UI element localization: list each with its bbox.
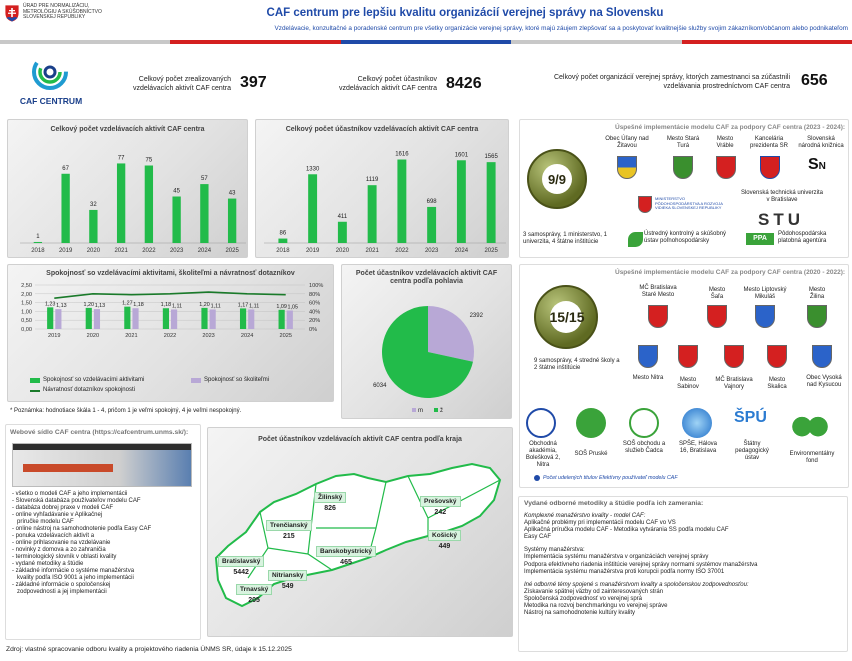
data-label: 698 bbox=[426, 198, 437, 205]
region-name: Prešovský bbox=[420, 496, 461, 507]
method-item: Easy CAF bbox=[524, 534, 552, 541]
slovakia-map bbox=[208, 428, 514, 638]
env-fund-logo-icon bbox=[790, 411, 830, 437]
participants-chart-title: Celkový počet účastníkov vzdelávacích aktivít CAF centra bbox=[285, 126, 479, 133]
tick-label: 2020 bbox=[335, 248, 350, 254]
data-label: 1,11 bbox=[210, 303, 221, 310]
web-item: - všetko o modeli CAF a jeho implementácii bbox=[12, 491, 128, 497]
web-screenshot-banner bbox=[23, 464, 113, 472]
region-map-title: Počet účastníkov vzdelávacích aktivít CAF centra podľa kraja bbox=[258, 436, 462, 443]
web-item: príručke modelu CAF bbox=[12, 519, 74, 525]
tick-label: 2024 bbox=[240, 333, 254, 339]
bar bbox=[89, 210, 97, 243]
stat-participants-value: 8426 bbox=[446, 75, 482, 92]
gender-chart-title: Počet účastníkov vzdelávacích aktivít CAF centra podľa pohlavia bbox=[355, 270, 498, 285]
ministry-logo bbox=[638, 196, 728, 218]
bar bbox=[228, 199, 236, 243]
tick-label: 2025 bbox=[484, 248, 498, 254]
bar-trainers bbox=[132, 308, 138, 329]
y-tick-label: 2,00 bbox=[21, 291, 32, 298]
methods-list bbox=[524, 513, 844, 617]
tick-label: 2024 bbox=[197, 248, 212, 254]
nitra-coat-icon bbox=[638, 345, 658, 368]
org-spu-label: Štátny pedagogický ústav bbox=[735, 441, 769, 461]
region-label bbox=[236, 584, 272, 604]
bar bbox=[457, 160, 466, 243]
data-label: 1,05 bbox=[287, 304, 299, 311]
web-item: zodpovednosti a jej implementácii bbox=[12, 589, 107, 595]
region-value: 826 bbox=[324, 505, 336, 512]
bar bbox=[172, 197, 180, 244]
org-uksup-label: Ústredný kontrolný a skúšobný ústav poľnohospodársky bbox=[644, 231, 727, 244]
org-nitra-label: Mesto Nitra bbox=[632, 375, 664, 381]
data-label: 77 bbox=[117, 155, 125, 162]
region-label bbox=[314, 492, 346, 512]
org-stu-label: Slovenská technická univerzita v Bratislave bbox=[740, 190, 824, 203]
impl-2020-ratio: 15/15 bbox=[549, 309, 585, 325]
impl-2023-ratio: 9/9 bbox=[547, 172, 567, 187]
bar-activities bbox=[279, 310, 285, 329]
y-tick-label: 0,00 bbox=[21, 327, 32, 333]
impl-2020-panel bbox=[519, 264, 849, 488]
region-name: Trenčianský bbox=[266, 520, 312, 531]
satisfaction-note: * Poznámka: hodnotiace škála 1 - 4, pričom 1 je veľmi spokojný, 4 je veľmi nespokojný. bbox=[10, 408, 242, 414]
data-label: 32 bbox=[90, 201, 97, 208]
data-label: 57 bbox=[201, 176, 208, 183]
data-label: 1119 bbox=[365, 177, 379, 184]
oa-nitra-logo-icon bbox=[526, 408, 556, 438]
web-item: - online vyhľadávanie v Aplikačnej bbox=[12, 512, 103, 518]
ppa-logo: PPA bbox=[746, 233, 774, 245]
bar bbox=[487, 162, 496, 243]
logo-line-2: METROLÓGIU A SKÚŠOBNÍCTVO bbox=[23, 8, 102, 15]
vysoka-coat-icon bbox=[812, 345, 832, 368]
data-label: 1,11 bbox=[249, 303, 260, 310]
return-rate-line bbox=[54, 292, 285, 298]
bar-activities bbox=[163, 308, 169, 329]
web-item: - terminologický slovník v oblasti kvality bbox=[12, 554, 117, 560]
legend-trainers bbox=[191, 377, 269, 384]
data-label: 1,13 bbox=[94, 303, 106, 310]
web-title: Webové sídlo CAF centra (https://cafcentrum.unms.sk/): bbox=[10, 429, 189, 436]
tick-label: 2022 bbox=[395, 248, 409, 254]
bar bbox=[117, 163, 125, 243]
bar bbox=[61, 174, 69, 243]
region-label bbox=[266, 520, 312, 540]
method-item: Aplikačná príručka modelu CAF - Metodika vytvárania SS podľa modelu CAF bbox=[524, 527, 729, 534]
web-item: - základné informácie o systéme manažérstva bbox=[12, 568, 135, 574]
org-ppa-label: Pôdohospodárska platobná agentúra bbox=[778, 231, 827, 244]
tick-label: 2022 bbox=[142, 248, 156, 254]
method-item: Aplikačné problémy pri implementácii modelu CAF vo VS bbox=[524, 520, 676, 527]
data-label: 43 bbox=[228, 190, 236, 197]
org-stara-tura-label: Mesto Stará Turá bbox=[666, 136, 700, 149]
y2-tick-label: 100% bbox=[309, 283, 324, 289]
data-label: 1 bbox=[36, 233, 40, 240]
impl-2023-title: Úspešné implementácie modelu CAF za podpory CAF centra (2023 - 2024): bbox=[615, 124, 846, 131]
y2-tick-label: 60% bbox=[309, 300, 321, 307]
page-title: CAF centrum pre lepšiu kvalitu organizácií verejnej správy na Slovensku bbox=[266, 7, 664, 19]
ba-stare-mesto-coat-icon bbox=[648, 305, 668, 328]
org-vajnory-label: MČ Bratislava Vajnory bbox=[715, 377, 753, 390]
tick-label: 2019 bbox=[305, 248, 320, 254]
data-label: 45 bbox=[173, 188, 180, 195]
org-ulany-label: Obec Úľany nad Žitavou bbox=[605, 136, 649, 149]
page-subtitle: Vzdelávacie, konzultačné a poradenské centrum pre všetky organizácie verejnej správy, ktoré majú záujem zlepšovať sa a poskytovať kvalitnejšie služby svojim zákazníkom/občanom alebo podnikateľom bbox=[274, 25, 848, 32]
uksup-leaf-icon bbox=[628, 232, 643, 247]
data-label: 1,11 bbox=[172, 303, 183, 310]
org-spse-label: SPŠE, Hálova 16, Bratislava bbox=[678, 441, 718, 454]
sala-coat-icon bbox=[707, 305, 727, 328]
methods-group-title: Komplexné manažérstvo kvality - model CAF: bbox=[524, 513, 646, 519]
legend-swatch bbox=[434, 408, 438, 412]
data-label: 1601 bbox=[454, 152, 469, 159]
methods-panel bbox=[518, 496, 848, 652]
tick-label: 2021 bbox=[365, 248, 379, 254]
bar-trainers bbox=[171, 309, 177, 329]
org-vrable-label: Mesto Vráble bbox=[716, 136, 734, 149]
legend-return bbox=[30, 387, 135, 394]
bar bbox=[368, 185, 377, 243]
sos-pruske-logo-icon bbox=[576, 408, 606, 438]
data-label: 67 bbox=[62, 165, 69, 172]
tick-label: 2019 bbox=[48, 333, 61, 339]
org-skalica-label: Mesto Skalica bbox=[767, 377, 787, 390]
method-item: Implementácia systému manažérstva proti korupcii podľa normy ISO 37001 bbox=[524, 568, 725, 575]
data-label: 75 bbox=[145, 157, 153, 164]
tick-label: 2022 bbox=[163, 333, 177, 339]
bar bbox=[278, 239, 287, 243]
method-item: Nástroj na samohodnotenie kultúry kvality bbox=[524, 610, 636, 617]
bar bbox=[145, 166, 153, 244]
web-item: - online nástroj na samohodnotenie podľa Easy CAF bbox=[12, 526, 152, 532]
vrable-coat-icon bbox=[716, 156, 736, 179]
region-label bbox=[428, 530, 461, 550]
ministry-coat-icon bbox=[638, 196, 652, 213]
region-label bbox=[268, 570, 307, 590]
data-label: 1330 bbox=[305, 166, 320, 173]
tick-label: 2019 bbox=[58, 248, 73, 254]
activities-chart-title: Celkový počet vzdelávacích aktivít CAF centra bbox=[50, 126, 205, 133]
stat-orgs-label: Celkový počet organizácií verejnej správy, ktorých zamestnanci sa zúčastnili vzdelávania prostredníctvom CAF centra bbox=[553, 74, 790, 90]
impl-2023-summary: 3 samosprávy, 1 ministerstvo, 1 univerzita, 4 štátne inštitúcie bbox=[523, 232, 607, 245]
y-tick-label: 0,50 bbox=[21, 318, 32, 325]
stara-tura-coat-icon bbox=[673, 156, 693, 179]
methods-title: Vydané odborné metodiky a štúdie podľa ich zamerania: bbox=[524, 500, 704, 507]
lm-coat-icon bbox=[755, 305, 775, 328]
participants-bar-chart bbox=[256, 120, 510, 259]
region-name: Košický bbox=[428, 530, 461, 541]
region-value: 205 bbox=[248, 597, 260, 604]
spu-logo: ŠPÚ bbox=[734, 409, 767, 426]
methods-group-title: Systémy manažérstva: bbox=[524, 547, 585, 554]
bar bbox=[397, 160, 406, 243]
method-item: Získavanie spätnej väzby od zainteresovaných strán bbox=[524, 588, 664, 595]
tick-label: 2018 bbox=[276, 248, 290, 254]
org-zilina-label: Mesto Žilina bbox=[808, 287, 826, 300]
stu-logo: STU bbox=[758, 210, 804, 229]
bar bbox=[308, 174, 317, 243]
bar-activities bbox=[201, 308, 207, 329]
spse-logo-icon bbox=[682, 408, 712, 438]
data-label: 1565 bbox=[484, 154, 498, 161]
slovak-coat-of-arms-icon bbox=[4, 4, 20, 23]
y-tick-label: 1,00 bbox=[21, 309, 32, 316]
data-label: 1,20 bbox=[199, 301, 210, 308]
region-name: Žilinský bbox=[314, 492, 346, 503]
sos-cadca-logo-icon bbox=[629, 408, 659, 438]
activities-chart-panel bbox=[7, 119, 248, 258]
award-icon bbox=[534, 475, 540, 481]
data-label: 1,18 bbox=[133, 302, 144, 309]
region-value: 215 bbox=[282, 533, 295, 540]
org-president-label: Kancelária prezidenta SR bbox=[749, 136, 789, 149]
methods-group-title: Iné odborné témy spojené s manažérstvom kvality a spoločenskou zodpovednosťou: bbox=[524, 581, 749, 588]
stat-activities-value: 397 bbox=[240, 74, 267, 91]
y2-tick-label: 20% bbox=[309, 318, 321, 325]
impl-2020-footer-label: Počet udelených titulov Efektívny používateľ modelu CAF bbox=[543, 475, 678, 481]
web-list bbox=[12, 491, 198, 596]
participants-chart-panel bbox=[255, 119, 509, 258]
region-value: 549 bbox=[281, 583, 294, 590]
bar-activities bbox=[240, 308, 246, 329]
data-label: 1,09 bbox=[276, 303, 287, 310]
region-name: Nitriansky bbox=[268, 570, 307, 581]
president-coat-icon bbox=[760, 156, 780, 179]
slice-label: 2392 bbox=[469, 312, 483, 319]
header-logo bbox=[4, 4, 114, 28]
web-item: - Slovenská databáza používateľov modelu CAF bbox=[12, 498, 141, 504]
legend-swatch-line bbox=[30, 390, 40, 392]
bar bbox=[338, 222, 347, 243]
data-label: 411 bbox=[337, 213, 348, 220]
logo-line-3: SLOVENSKEJ REPUBLIKY bbox=[23, 14, 86, 21]
org-env-fund-label: Environmentálny fond bbox=[789, 451, 835, 464]
web-item: kvality podľa ISO 9001 a jeho implementácii bbox=[12, 575, 134, 581]
pie-slice bbox=[428, 306, 474, 362]
web-screenshot bbox=[12, 443, 192, 487]
method-item: Metodika na rozvoj benchmarkingu vo verejnej správe bbox=[524, 603, 668, 610]
tick-label: 2023 bbox=[424, 248, 439, 254]
stat-participants-label: Celkový počet účastníkov vzdelávacích aktivít CAF centra bbox=[338, 76, 437, 92]
source-note: Zdroj: vlastné spracovanie odboru kvality a projektového riadenia ÚNMS SR, údaje k 15.12.2025 bbox=[6, 646, 292, 653]
tick-label: 2021 bbox=[125, 333, 138, 339]
org-oa-nitra-label: Obchodná akadémia, Bolešková 2, Nitra bbox=[525, 441, 561, 468]
web-item: - základné informácie o spoločenskej bbox=[12, 582, 111, 588]
org-sala-label: Mesto Šaľa bbox=[708, 287, 726, 300]
tick-label: 2021 bbox=[114, 248, 128, 254]
impl-2020-title: Úspešné implementácie modelu CAF za podpory CAF centra (2020 - 2022): bbox=[615, 269, 846, 276]
web-item: - ponuka vzdelávacích aktivít a bbox=[12, 533, 95, 539]
zilina-coat-icon bbox=[807, 305, 827, 328]
tick-label: 2020 bbox=[86, 333, 100, 339]
vajnory-coat-icon bbox=[724, 345, 744, 368]
method-item: Podpora efektívneho riadenia inštitúcie verejnej správy normami systémov manažérstva bbox=[524, 561, 758, 568]
bar-activities bbox=[124, 307, 130, 329]
bar-activities bbox=[86, 308, 92, 329]
bar-trainers bbox=[210, 309, 216, 329]
region-map-panel bbox=[207, 427, 513, 637]
web-panel bbox=[5, 424, 201, 640]
tick-label: 2024 bbox=[454, 248, 469, 254]
bar-activities bbox=[47, 307, 53, 329]
tick-label: 2018 bbox=[31, 248, 45, 254]
bar-trainers bbox=[248, 309, 254, 329]
legend-swatch-purple bbox=[191, 378, 201, 383]
data-label: 86 bbox=[279, 230, 287, 237]
region-label bbox=[316, 546, 376, 566]
tick-label: 2023 bbox=[169, 248, 184, 254]
tick-label: 2025 bbox=[225, 248, 239, 254]
bar bbox=[34, 242, 42, 243]
data-label: 1,17 bbox=[237, 302, 249, 309]
caf-swirl-icon bbox=[30, 52, 70, 92]
org-sos-cadca-label: SOŠ obchodu a služieb Čadca bbox=[622, 441, 666, 454]
data-label: 1616 bbox=[395, 151, 409, 158]
tick-label: 2023 bbox=[202, 333, 215, 339]
y2-tick-label: 80% bbox=[309, 291, 321, 298]
caf-logo bbox=[18, 52, 84, 110]
y-tick-label: 2,50 bbox=[21, 283, 32, 289]
gender-pie-chart bbox=[342, 265, 513, 420]
web-item: - databáza dobrej praxe v modeli CAF bbox=[12, 505, 114, 511]
bar bbox=[200, 184, 208, 243]
web-item: - online prihlasovanie na vzdelávanie bbox=[12, 540, 111, 546]
ministry-name: MINISTERSTVO PÔDOHOSPODÁRSTVA A ROZVOJA VIDIEKA SLOVENSKEJ REPUBLIKY bbox=[655, 196, 723, 211]
tick-label: 2020 bbox=[86, 248, 101, 254]
method-item: Implementácia systému manažérstva v organizáciách verejnej správy bbox=[524, 554, 709, 561]
region-name: Bratislavský bbox=[218, 556, 264, 567]
region-label bbox=[420, 496, 461, 516]
activities-bar-chart bbox=[8, 120, 249, 259]
region-value: 465 bbox=[340, 559, 352, 566]
web-item: - vydané metodiky a štúdie bbox=[12, 561, 84, 567]
legend-trainers-label: Spokojnosť so školiteľmi bbox=[204, 377, 270, 383]
slice-label: 6034 bbox=[373, 383, 387, 390]
impl-2023-panel bbox=[519, 119, 849, 258]
org-sos-pruske-label: SOŠ Pruské bbox=[574, 451, 608, 457]
bar-trainers bbox=[55, 309, 61, 329]
web-item: - novinky z domova a zo zahraničia bbox=[12, 547, 106, 553]
bar bbox=[427, 207, 436, 243]
data-label: 1,23 bbox=[44, 301, 56, 308]
bar-trainers bbox=[287, 311, 293, 329]
data-label: 1,27 bbox=[122, 300, 133, 307]
org-ba-stare-mesto-label: MČ Bratislava Staré Mesto bbox=[639, 285, 677, 298]
region-value: 242 bbox=[434, 509, 447, 516]
region-name: Trnavský bbox=[236, 584, 272, 595]
legend-return-label: Návratnosť dotazníkov spokojnosti bbox=[43, 387, 135, 393]
satisfaction-chart-panel bbox=[7, 264, 334, 402]
legend-activities bbox=[30, 377, 144, 384]
org-sabinov-label: Mesto Sabinov bbox=[677, 377, 699, 390]
legend-swatch-green bbox=[30, 378, 40, 383]
data-label: 1,20 bbox=[83, 301, 95, 308]
impl-2020-summary: 9 samosprávy, 4 stredné školy a 2 štátne inštitúcie bbox=[534, 358, 620, 371]
header-stripe bbox=[0, 40, 852, 44]
sabinov-coat-icon bbox=[678, 345, 698, 368]
y-tick-label: 1,50 bbox=[21, 300, 32, 307]
region-value: 449 bbox=[438, 543, 451, 550]
region-label bbox=[218, 556, 264, 576]
tick-label: 2025 bbox=[279, 333, 292, 339]
legend-swatch bbox=[412, 408, 416, 412]
logo-line-1: ÚRAD PRE NORMALIZÁCIU, bbox=[23, 3, 90, 9]
y2-tick-label: 0% bbox=[309, 327, 318, 333]
ulany-coat-icon bbox=[617, 156, 637, 179]
method-item: Spoločenská zodpovednosť vo verejnej sprá bbox=[524, 595, 642, 602]
gender-chart-panel bbox=[341, 264, 512, 419]
data-label: 1,18 bbox=[160, 302, 172, 309]
region-name: Banskobystrický bbox=[316, 546, 376, 557]
legend-label: ž bbox=[440, 408, 443, 414]
org-lm-label: Mesto Liptovský Mikuláš bbox=[743, 287, 787, 300]
legend-activities-label: Spokojnosť so vzdelávacími aktivitami bbox=[43, 377, 145, 383]
impl-2020-footer bbox=[534, 475, 678, 481]
stat-activities-label: Celkový počet zrealizovaných vzdelávacích aktivít CAF centra bbox=[132, 76, 231, 92]
region-value: 5442 bbox=[233, 569, 249, 576]
stat-orgs-value: 656 bbox=[801, 72, 828, 89]
caf-brand: CAF CENTRUM bbox=[19, 96, 83, 106]
data-label: 1,13 bbox=[56, 303, 67, 310]
satisfaction-chart-title: Spokojnosť so vzdelávacími aktivitami, školiteľmi a návratnosť dotazníkov bbox=[46, 270, 295, 277]
legend-label: m bbox=[418, 408, 423, 414]
bar-trainers bbox=[94, 309, 100, 329]
skalica-coat-icon bbox=[767, 345, 787, 368]
org-vysoka-label: Obec Vysoká nad Kysucou bbox=[806, 375, 842, 388]
snk-logo-icon: SN bbox=[808, 156, 826, 173]
y2-tick-label: 40% bbox=[309, 309, 321, 316]
org-snk-label: Slovenská národná knižnica bbox=[798, 136, 844, 149]
web-screenshot-bar bbox=[13, 444, 191, 450]
